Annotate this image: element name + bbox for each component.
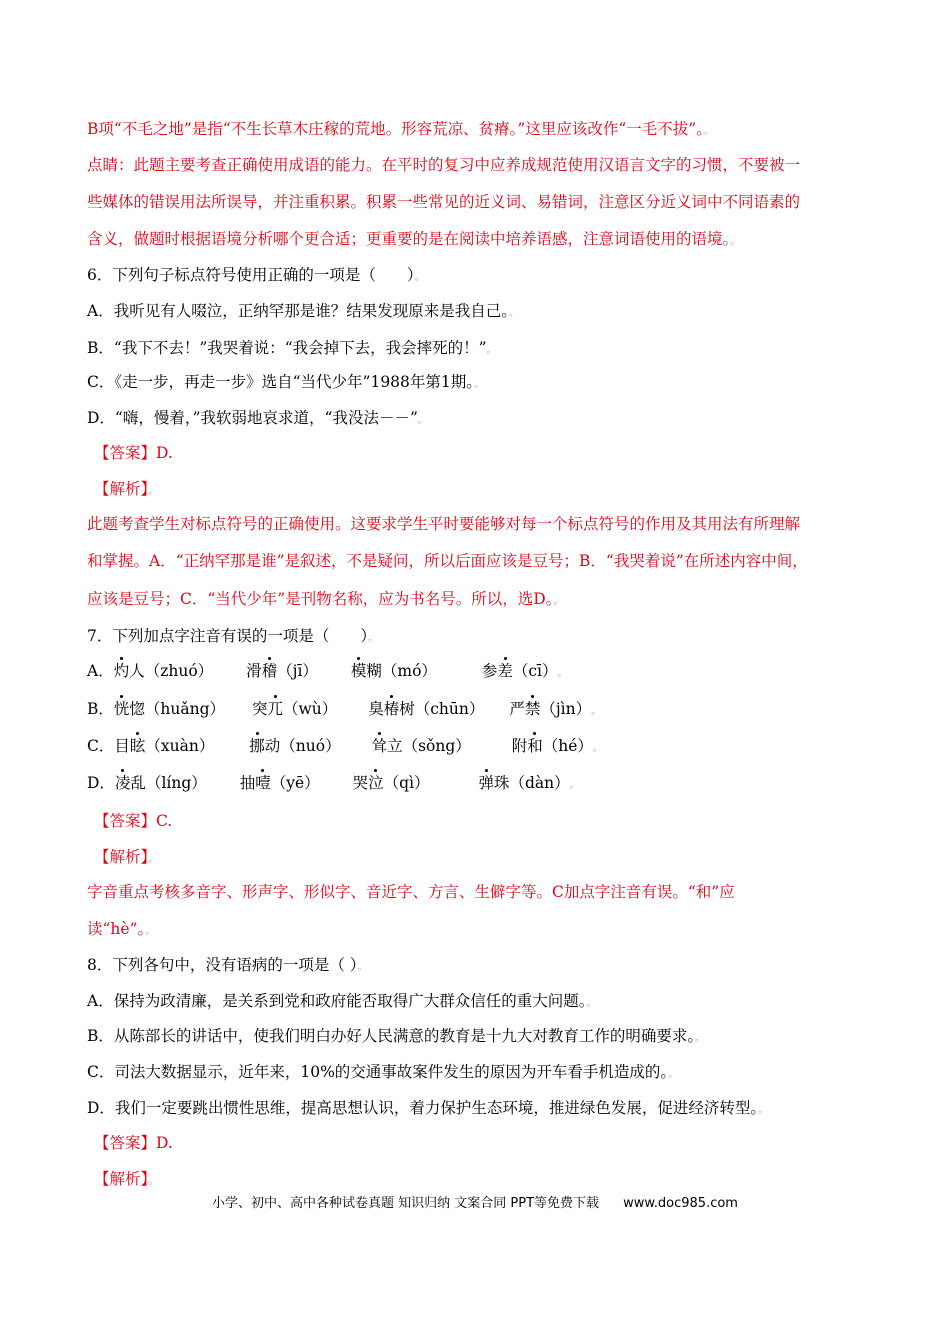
q6-option-c: C．《走一步，再走一步》选自“当代少年”1988年第1期。。 (87, 373, 485, 391)
q8-analysis-label: 【解析】。 (94, 1170, 159, 1188)
q5-option-b-explanation: B项“不毛之地”是指“不生长草木庄稼的荒地。形容荒凉、贫瘠。”这里应该改作“一毛不拔”。。 (87, 120, 714, 138)
q6-answer: 【答案】D. (94, 444, 173, 462)
footer-text: 小学、初中、高中各种试卷真题 知识归纳 文案合同 PPT等免费下载 (212, 1196, 600, 1211)
q8-option-c: C．司法大数据显示，近年来，10%的交通事故案件发生的原因为开车看手机造成的。。 (87, 1063, 679, 1081)
footer-url[interactable]: www.doc985.com (623, 1196, 738, 1211)
q7-stem: 7．下列加点字注音有误的一项是（ ）。 (87, 627, 379, 645)
q7-option-d: D．凌乱（líng） 抽噎（yē） 哭泣（qì） 弹珠（dàn）。 (87, 774, 580, 792)
q6-analysis-label: 【解析】。 (94, 480, 159, 498)
q7-analysis-line-2: 读“hè”。。 (87, 920, 156, 938)
q8-option-d: D．我们一定要跳出惯性思维，提高思想认识，着力保护生态环境，推进绿色发展，促进经济转型。。 (87, 1099, 769, 1117)
q6-analysis-line-1: 此题考查学生对标点符号的正确使用。这要求学生平时要能够对每一个标点符号的作用及其用法有所理解 (87, 515, 801, 533)
q6-option-a: A．我听见有人啜泣，正纳罕那是谁？结果发现原来是我自己。。 (87, 302, 519, 320)
page-footer (0, 1192, 950, 1211)
q5-tip-line-3: 含义，做题时根据语境分析哪个更合适；更重要的是在阅读中培养语感，注意词语使用的语境。。 (87, 230, 741, 248)
q7-analysis-label: 【解析】。 (94, 848, 159, 866)
q5-tip-line-1: 点睛：此题主要考查正确使用成语的能力。在平时的复习中应养成规范使用汉语言文字的习惯，不要被一 (87, 156, 801, 174)
q7-option-c: C．目眩（xuàn） 挪动（nuó） 耸立（sǒng） 附和（hé）。 (87, 737, 603, 755)
q6-analysis-line-3: 应该是豆号；C．“当代少年”是刊物名称，应为书名号。所以，选D。。 (87, 590, 564, 608)
q7-analysis-line-1: 字音重点考核多音字、形声字、形似字、音近字、方言、生僻字等。C加点字注音有误。“和”应 (87, 883, 735, 901)
q7-option-a: A．灼人（zhuó） 滑稽（jī） 模糊（mó） 参差（cī）。 (87, 662, 568, 680)
q7-option-b: B．恍惚（huǎng） 突兀（wù） 臭椿树（chūn） 严禁（jìn）。 (87, 700, 602, 718)
q6-analysis-line-2: 和掌握。A．“正纳罕那是谁”是叙述，不是疑问，所以后面应该是豆号；B．“我哭着说”在所述内容中间， (87, 552, 808, 570)
q8-option-b: B．从陈部长的讲话中，使我们明白办好人民满意的教育是十九大对教育工作的明确要求。。 (87, 1027, 706, 1045)
q6-stem: 6．下列句子标点符号使用正确的一项是（ ）。 (87, 266, 425, 284)
q6-option-b: B．“我下不去！”我哭着说：“我会掉下去，我会摔死的！”。 (87, 339, 497, 357)
q8-answer: 【答案】D. (94, 1134, 173, 1152)
q8-stem: 8．下列各句中，没有语病的一项是（ ）。 (87, 956, 368, 974)
q6-option-d: D．“嗨，慢着，”我软弱地哀求道，“我没法－－”。 (87, 409, 428, 427)
q5-tip-line-2: 些媒体的错误用法所误导，并注重积累。积累一些常见的近义词、易错词，注意区分近义词中不同语素的 (87, 193, 801, 211)
q8-option-a: A．保持为政清廉，是关系到党和政府能否取得广大群众信任的重大问题。。 (87, 992, 597, 1010)
q7-answer: 【答案】C. (94, 812, 173, 830)
